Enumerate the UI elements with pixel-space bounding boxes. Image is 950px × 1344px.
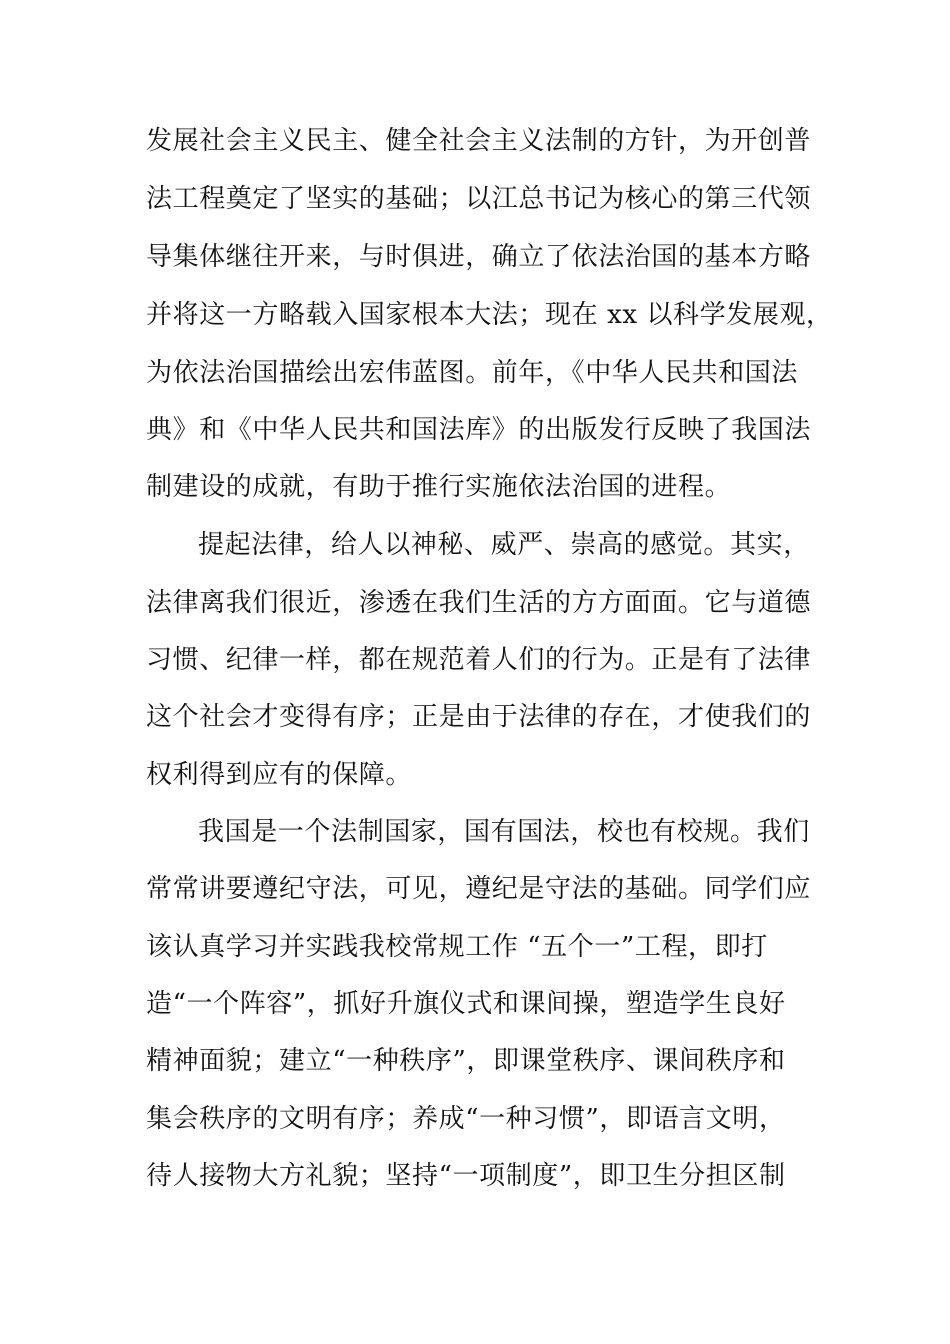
paragraph-first-line: 我国是一个法制国家，国有国法，校也有校规。我们 xyxy=(198,817,810,847)
text-line: 制建设的成就，有助于推行实施依法治国的进程。 xyxy=(146,472,732,502)
text-line: 权利得到应有的保障。 xyxy=(146,760,413,790)
text-line: 该认真学习并实践我校常规工作 “五个一”工程，即打 xyxy=(146,932,768,962)
text-line: 并将这一方略载入国家根本大法；现在 xx 以科学发展观， xyxy=(146,300,833,330)
text-line: 习惯、纪律一样，都在规范着人们的行为。正是有了法律 xyxy=(146,645,812,675)
text-line: 典》和《中华人民共和国法库》的出版发行反映了我国法 xyxy=(146,415,812,445)
text-line: 待人接物大方礼貌；坚持“一项制度”，即卫生分担区制 xyxy=(146,1161,786,1191)
text-line: 发展社会主义民主、健全社会主义法制的方针，为开创普 xyxy=(146,126,812,156)
text-line: 常常讲要遵纪守法，可见，遵纪是守法的基础。同学们应 xyxy=(146,874,812,904)
text-line: 精神面貌；建立“一种秩序”，即课堂秩序、课间秩序和 xyxy=(146,1046,786,1076)
paragraph-first-line: 提起法律，给人以神秘、威严、崇高的感觉。其实， xyxy=(198,530,810,560)
text-line: 导集体继往开来，与时俱进，确立了依法治国的基本方略 xyxy=(146,242,812,272)
text-line: 造“一个阵容”，抓好升旗仪式和课间操，塑造学生良好 xyxy=(146,989,786,1019)
text-line: 法律离我们很近，渗透在我们生活的方方面面。它与道德 xyxy=(146,588,812,618)
text-line: 集会秩序的文明有序；养成“一种习惯”，即语言文明， xyxy=(146,1104,786,1134)
text-line: 为依法治国描绘出宏伟蓝图。前年，《中华人民共和国法 xyxy=(146,358,799,388)
text-line: 法工程奠定了坚实的基础；以江总书记为核心的第三代领 xyxy=(146,184,812,214)
text-line: 这个社会才变得有序；正是由于法律的存在，才使我们的 xyxy=(146,702,812,732)
